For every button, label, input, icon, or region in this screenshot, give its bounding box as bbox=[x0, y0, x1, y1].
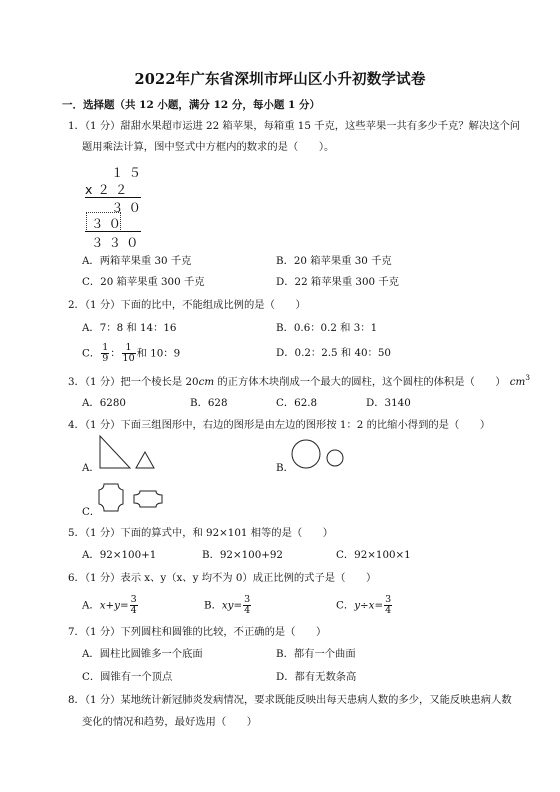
calc-partial-1: ３０ bbox=[111, 200, 147, 215]
q7-stem: 7．（1 分）下列圆柱和圆锥的比较，不正确的是（ ） bbox=[68, 626, 327, 638]
q5-stem: 5．（1 分）下面的算式中，和 92×101 相等的是（ ） bbox=[68, 527, 334, 539]
fraction-numerator: 1 bbox=[102, 342, 109, 353]
q4-option-b-figure bbox=[290, 438, 350, 474]
q2-fraction-1 bbox=[101, 343, 109, 364]
q6-option-c-prefix: C． bbox=[336, 599, 355, 612]
q2-option-d[interactable]: D．0.2：2.5 和 40：50 bbox=[276, 347, 391, 359]
fraction-numerator: 1 bbox=[122, 343, 136, 354]
fraction-denominator: 4 bbox=[244, 605, 251, 616]
q8-stem-line1: 8．（1 分）某地统计新冠肺炎发病情况，要求既能反映出每天患病人数的多少，又能反映患病人数 bbox=[68, 694, 512, 706]
large-right-triangle bbox=[100, 436, 130, 468]
q3-answer-unit: cm bbox=[509, 376, 526, 388]
q6-option-a-fraction bbox=[130, 595, 138, 616]
q2-fraction-2 bbox=[122, 343, 136, 364]
q4-option-c-figure bbox=[96, 482, 176, 516]
q3-stem-unit: cm bbox=[198, 376, 215, 388]
notched-square bbox=[99, 484, 123, 511]
q2-option-c-separator: ： bbox=[110, 347, 121, 360]
small-triangle bbox=[136, 452, 154, 468]
fraction-denominator: 9 bbox=[102, 353, 109, 364]
q2-option-c-prefix: C． bbox=[82, 347, 101, 360]
q4-option-a[interactable]: A． bbox=[82, 462, 100, 474]
calc-result: ３３０ bbox=[91, 235, 144, 250]
q3-option-d[interactable]: D．3140 bbox=[366, 397, 411, 409]
q5-option-b[interactable]: B．92×100+92 bbox=[202, 549, 283, 561]
fraction-denominator: 10 bbox=[122, 353, 135, 364]
q1-option-c[interactable]: C．20 箱苹果重 300 千克 bbox=[82, 276, 205, 288]
q2-stem: 2．（1 分）下面的比中，不能组成比例的是（ ） bbox=[68, 299, 306, 311]
q1-stem-line1: 1．（1 分）甜甜水果超市运进 22 箱苹果，每箱重 15 千克，这些苹果一共有多少千克？解决这个问 bbox=[68, 120, 521, 132]
q6-option-a[interactable] bbox=[82, 595, 139, 616]
q7-option-a[interactable]: A．圆柱比圆锥多一个底面 bbox=[82, 648, 203, 660]
q7-option-c[interactable]: C．圆锥有一个顶点 bbox=[82, 671, 173, 683]
q2-option-c[interactable] bbox=[82, 343, 180, 364]
q3-answer-unit-exponent: 3 bbox=[525, 373, 531, 382]
q6-option-b-expr: xy= bbox=[221, 599, 243, 612]
q3-stem-after: 的正方体木块削成一个最大的圆柱，这个圆柱的体积是（ ） bbox=[214, 376, 506, 388]
q1-vertical-calculation bbox=[85, 163, 145, 251]
q4-option-c[interactable]: C． bbox=[82, 506, 101, 518]
q6-option-b[interactable] bbox=[204, 595, 252, 616]
q3-option-c[interactable]: C．62.8 bbox=[276, 397, 318, 409]
calc-multiplicand: １５ bbox=[111, 165, 147, 180]
q6-option-a-prefix: A． bbox=[82, 599, 100, 612]
q1-stem-line2: 题用乘法计算，图中竖式中方框内的数求的是（ ）。 bbox=[82, 141, 335, 153]
q5-option-a[interactable]: A．92×100+1 bbox=[82, 549, 157, 561]
fraction-numerator: 3 bbox=[130, 594, 137, 605]
q6-option-b-fraction bbox=[243, 595, 251, 616]
page-title: 2022年广东省深圳市坪山区小升初数学试卷 bbox=[134, 71, 426, 88]
q2-option-a[interactable]: A．7：8 和 14：16 bbox=[82, 322, 177, 334]
q7-option-b[interactable]: B．都有一个曲面 bbox=[276, 648, 356, 660]
fraction-denominator: 4 bbox=[130, 605, 137, 616]
q6-option-c-expr: y÷x= bbox=[354, 599, 384, 612]
fraction-denominator: 4 bbox=[385, 605, 392, 616]
q4-stem: 4．（1 分）下面三组图形中，右边的图形是由左边的图形按 1：2 的比缩小得到的是（ ） bbox=[68, 419, 491, 431]
q1-option-b[interactable]: B．20 箱苹果重 30 千克 bbox=[276, 255, 392, 267]
q6-option-c-fraction bbox=[384, 595, 392, 616]
q3-option-a[interactable]: A．6280 bbox=[82, 397, 126, 409]
q2-option-b[interactable]: B．0.6：0.2 和 3：1 bbox=[276, 322, 378, 334]
q3-option-b[interactable]: B．628 bbox=[190, 397, 228, 409]
q3-stem bbox=[68, 375, 530, 390]
small-circle bbox=[327, 450, 343, 466]
fraction-numerator: 3 bbox=[244, 594, 251, 605]
calc-multiplier: x２２ bbox=[85, 182, 133, 197]
large-circle bbox=[292, 440, 320, 468]
calc-rule-2 bbox=[85, 231, 141, 232]
q5-option-c[interactable]: C．92×100×1 bbox=[336, 549, 411, 561]
q2-option-c-suffix: 和 10：9 bbox=[136, 347, 181, 360]
notched-rectangle bbox=[134, 491, 162, 507]
q7-option-d[interactable]: D．都有无数条高 bbox=[276, 671, 357, 683]
fraction-numerator: 3 bbox=[385, 594, 392, 605]
q6-option-a-expr: x+y= bbox=[99, 599, 129, 612]
q1-option-a[interactable]: A．两箱苹果重 30 千克 bbox=[82, 255, 192, 267]
calc-partial-2: ３０ bbox=[91, 216, 127, 231]
q4-option-a-figure bbox=[98, 432, 168, 472]
q6-option-c[interactable] bbox=[336, 595, 393, 616]
q3-stem-before: 3．（1 分）把一个棱长是 20 bbox=[68, 376, 199, 388]
q6-option-b-prefix: B． bbox=[204, 599, 222, 612]
q6-stem: 6．（1 分）表示 x、y（x、y 均不为 0）成正比例的式子是（ ） bbox=[68, 572, 377, 584]
section-heading: 一．选择题（共 12 小题，满分 12 分，每小题 1 分） bbox=[62, 99, 320, 111]
q4-option-b[interactable]: B． bbox=[276, 462, 294, 474]
q8-stem-line2: 变化的情况和趋势，最好选用（ ） bbox=[82, 716, 258, 728]
q1-option-d[interactable]: D．22 箱苹果重 300 千克 bbox=[276, 276, 399, 288]
